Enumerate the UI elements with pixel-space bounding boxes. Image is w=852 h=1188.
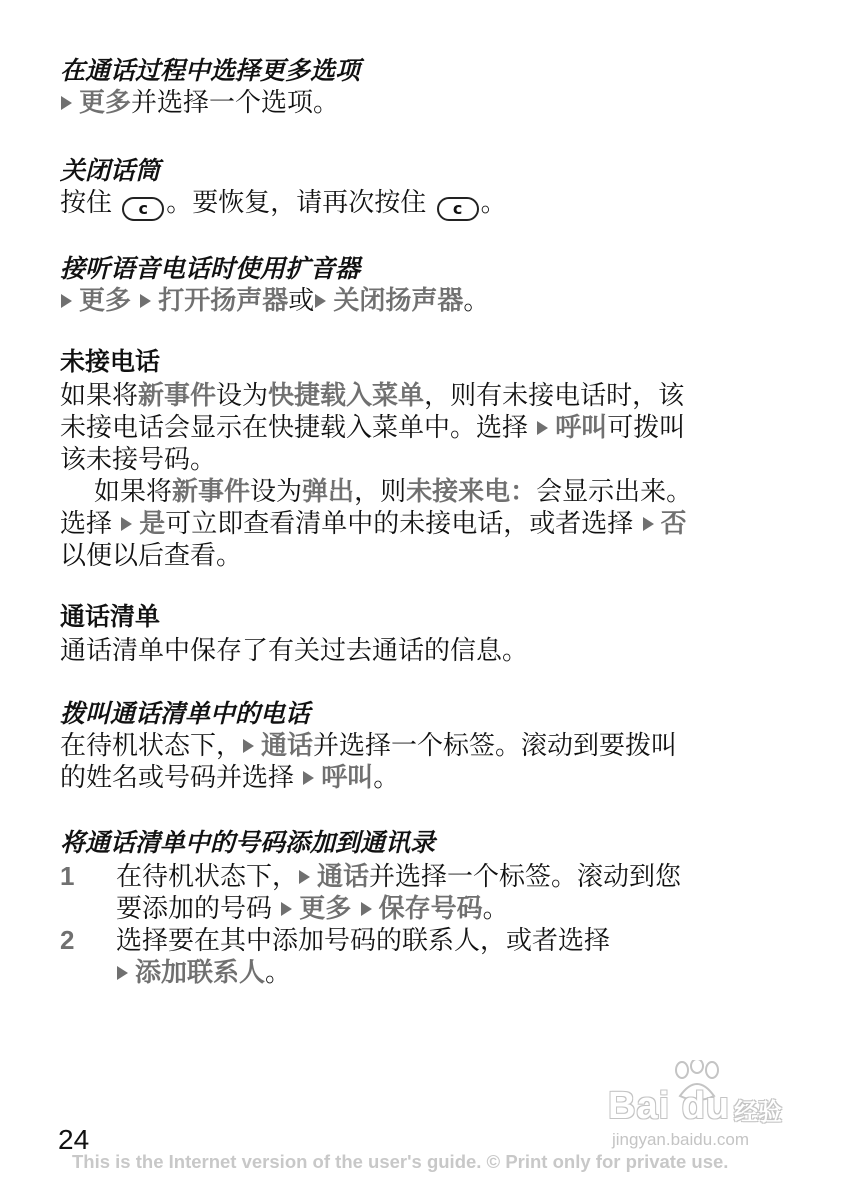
menu-term: 否	[660, 509, 687, 539]
section-dial-from-list	[60, 698, 800, 794]
play-arrow-icon	[61, 96, 72, 110]
footer-notice: This is the Internet version of the user's guide. © Print only for private use.	[72, 1151, 729, 1172]
paragraph-line: 如果将新事件设为快捷载入菜单，则有未接电话时，该	[60, 381, 685, 411]
play-arrow-icon	[303, 771, 314, 785]
menu-term: 通话	[317, 862, 370, 892]
menu-term: 呼叫	[555, 413, 608, 443]
play-arrow-icon	[121, 517, 132, 531]
c-key-icon: c	[122, 197, 164, 221]
paragraph-line: 以便以后查看。	[60, 541, 243, 571]
menu-term: 添加联系人	[135, 958, 266, 988]
paragraph-line: 的姓名或号码并选择 呼叫。	[60, 763, 400, 793]
section-mute-mic	[60, 155, 800, 221]
section-heading: 接听语音电话时使用扩音器	[60, 254, 361, 283]
list-item	[60, 925, 800, 989]
watermark-logo: Bai du	[608, 1085, 731, 1127]
menu-term: 弹出	[302, 477, 355, 507]
play-arrow-icon	[61, 294, 72, 308]
menu-term: 快捷载入菜单	[268, 381, 425, 411]
menu-term: 关闭扬声器	[333, 286, 464, 316]
menu-term: 未接来电：	[406, 477, 537, 507]
section-heading: 拨叫通话清单中的电话	[60, 699, 311, 728]
page-number: 24	[58, 1124, 90, 1155]
play-arrow-icon	[243, 739, 254, 753]
c-key-icon: c	[437, 197, 479, 221]
menu-term: 更多	[79, 286, 132, 316]
baidu-jingyan-watermark	[600, 1060, 810, 1156]
menu-term: 新事件	[138, 381, 217, 411]
paragraph: 通话清单中保存了有关过去通话的信息。	[60, 636, 529, 666]
paragraph-line: 要添加的号码 更多 保存号码。	[116, 894, 509, 924]
section-heading: 在通话过程中选择更多选项	[60, 56, 361, 85]
section-add-to-contacts	[60, 827, 800, 997]
menu-term: 通话	[261, 731, 314, 761]
menu-term: 保存号码	[378, 894, 483, 924]
paragraph: 更多 打开扬声器或 关闭扬声器。	[60, 285, 800, 317]
paragraph: 更多并选择一个选项。	[60, 87, 800, 119]
section-speaker	[60, 253, 800, 317]
play-arrow-icon	[299, 870, 310, 884]
play-arrow-icon	[140, 294, 151, 308]
paragraph: 按住 c 。要恢复，请再次按住 c 。	[60, 187, 800, 221]
paragraph-line: 如果将新事件设为弹出，则未接来电：会显示出来。	[94, 477, 693, 507]
play-arrow-icon	[315, 294, 326, 308]
menu-term: 新事件	[172, 477, 251, 507]
section-heading: 通话清单	[60, 602, 161, 631]
paragraph-line: 在待机状态下， 通话并选择一个标签。滚动到要拨叫	[60, 731, 678, 761]
step-number: 2	[60, 925, 75, 955]
menu-term: 是	[139, 509, 166, 539]
section-missed-calls	[60, 346, 800, 572]
menu-term: 呼叫	[321, 763, 374, 793]
paragraph-line: 添加联系人。	[116, 957, 610, 989]
paragraph-line: 未接电话会显示在快捷载入菜单中。选择 呼叫可拨叫	[60, 413, 686, 443]
section-more-options	[60, 55, 800, 119]
play-arrow-icon	[537, 421, 548, 435]
play-arrow-icon	[361, 902, 372, 916]
paragraph-line: 选择要在其中添加号码的联系人，或者选择	[116, 926, 611, 956]
menu-term: 更多	[299, 894, 352, 924]
play-arrow-icon	[117, 966, 128, 980]
section-heading: 未接电话	[60, 347, 161, 376]
watermark-jingyan: 经验	[734, 1098, 782, 1126]
paragraph-line: 在待机状态下， 通话并选择一个标签。滚动到您	[116, 862, 682, 892]
list-item	[60, 861, 800, 925]
play-arrow-icon	[643, 517, 654, 531]
paragraph-line: 选择 是可立即查看清单中的未接电话，或者选择 否	[60, 509, 687, 539]
step-number: 1	[60, 861, 75, 891]
section-heading: 关闭话筒	[60, 156, 161, 185]
menu-term: 打开扬声器	[158, 286, 289, 316]
watermark-url: jingyan.baidu.com	[612, 1130, 750, 1149]
paragraph-line: 该未接号码。	[60, 445, 217, 475]
play-arrow-icon	[281, 902, 292, 916]
menu-term: 更多	[79, 88, 132, 118]
section-heading: 将通话清单中的号码添加到通讯录	[60, 828, 436, 857]
section-call-list	[60, 601, 800, 667]
